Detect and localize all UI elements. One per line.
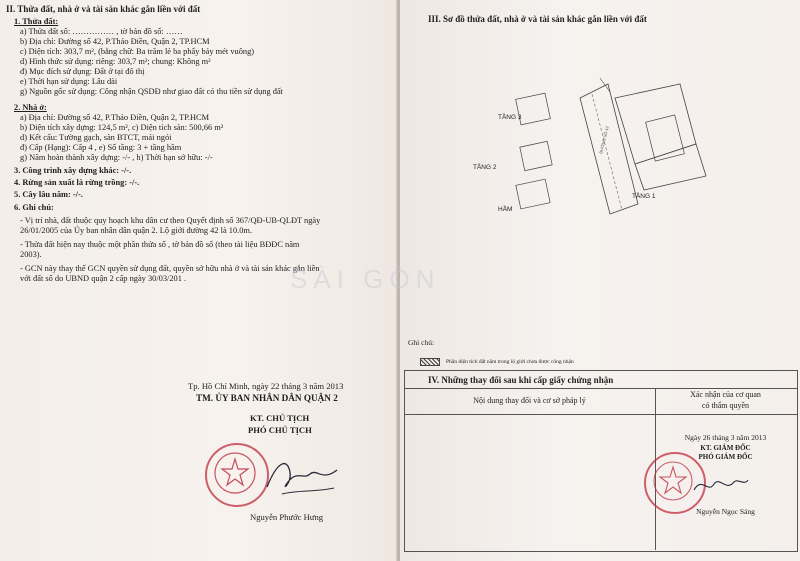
land-heading: 1. Thửa đất: — [14, 17, 59, 26]
house-line: d) Kết cấu: Tường gạch, sàn BTCT, mái ngói — [20, 133, 172, 142]
signer-title-1: KT. CHỦ TỊCH — [250, 413, 310, 423]
table-divider — [404, 414, 798, 415]
land-line: c) Diện tích: 303,7 m², (bằng chữ: Ba trăm lẻ ba phẩy bảy mét vuông) — [20, 47, 255, 56]
signer-title-2: PHÓ CHỦ TỊCH — [248, 425, 312, 435]
note-line: - Vị trí nhà, đất thuộc quy hoạch khu dân cư theo Quyết định số 367/QĐ-UB-QLĐT ngày — [20, 216, 321, 225]
column-header-content: Nội dung thay đổi và cơ sở pháp lý — [473, 396, 586, 405]
house-line: a) Địa chỉ: Đường số 42, P.Thảo Điền, Quận 2, TP.HCM — [20, 113, 210, 122]
land-line: đ) Mục đích sử dụng: Đất ở tại đô thị — [20, 67, 145, 76]
land-line: b) Địa chỉ: Đường số 42, P.Thảo Điền, Quận 2, TP.HCM — [20, 37, 210, 46]
land-line: a) Thửa đất số: …………… , tờ bản đồ số: …… — [20, 27, 183, 36]
note-line: với đất số do UBND quận 2 cấp ngày 30/03/201 . — [20, 274, 187, 283]
table-divider — [404, 388, 798, 389]
land-line: d) Hình thức sử dụng: riêng: 303,7 m²; chung: Không m² — [20, 57, 211, 66]
signature-icon — [262, 452, 342, 502]
hatch-legend-icon — [420, 358, 440, 366]
floor-label: TẦNG 2 — [473, 164, 497, 171]
land-line: g) Nguồn gốc sử dụng: Công nhận QSDĐ như giao đất có thu tiền sử dụng đất — [20, 87, 283, 96]
diagram-notes-label: Ghi chú: — [408, 338, 435, 347]
column-header-confirmation: có thẩm quyền — [701, 401, 750, 410]
section-4-title: IV. Những thay đổi sau khi cấp giấy chứng nhận — [428, 375, 614, 385]
note-line: - Thửa đất hiện nay thuộc một phần thửa số , tờ bản đồ số (theo tài liệu BĐĐC năm — [20, 240, 300, 249]
production-forest: 4. Rừng sản xuất là rừng trồng: -/-. — [14, 178, 140, 187]
house-line: đ) Cấp (Hạng): Cấp 4 , e) Số tầng: 3 + tầng hầm — [20, 143, 182, 152]
floor-label: HẦM — [498, 206, 513, 213]
right-page — [290, 0, 800, 561]
confirmation-signer: Nguyễn Ngọc Sáng — [696, 507, 755, 516]
confirmation-title-2: PHÓ GIÁM ĐỐC — [698, 453, 753, 461]
floor-label: TẦNG 1 — [632, 193, 656, 200]
confirmation-title-1: KT. GIÁM ĐỐC — [700, 444, 751, 452]
house-heading: 2. Nhà ở: — [14, 103, 47, 112]
section-3-title: III. Sơ đồ thửa đất, nhà ở và tài sản khác gắn liền với đất — [428, 14, 647, 24]
perennial-trees: 5. Cây lâu năm: -/-. — [14, 190, 83, 199]
issue-date: Tp. Hồ Chí Minh, ngày 22 tháng 3 năm 2013 — [188, 381, 344, 391]
land-line: e) Thời hạn sử dụng: Lâu dài — [20, 77, 118, 86]
floor-label: TẦNG 3 — [498, 114, 522, 121]
notes-heading: 6. Ghi chú: — [14, 203, 54, 212]
confirmation-date: Ngày 26 tháng 3 năm 2013 — [684, 433, 767, 442]
signer-name: Nguyễn Phước Hưng — [250, 512, 324, 522]
official-seal-icon — [205, 443, 269, 507]
road-label: ĐƯỜNG SỐ 42 — [598, 125, 610, 155]
site-plan-diagram — [460, 78, 720, 218]
confirmation-signature-icon — [690, 470, 750, 500]
issuing-authority: TM. ỦY BAN NHÂN DÂN QUẬN 2 — [196, 393, 338, 403]
note-line: 26/01/2005 của Ủy ban nhân dân quận 2. Lộ giới đường 42 là 10.0m. — [20, 226, 253, 235]
watermark: SÀI GÒN — [290, 264, 441, 294]
note-line: 2003). — [20, 250, 42, 259]
legend-text: Phần diện tích đất nằm trong lộ giới chưa được công nhận — [446, 359, 574, 365]
column-header-confirmation: Xác nhận của cơ quan — [690, 390, 761, 399]
note-line: - GCN này thay thế GCN quyền sử dụng đất, quyền sở hữu nhà ở và tài sản khác gắn liền — [20, 264, 320, 273]
other-works: 3. Công trình xây dựng khác: -/-. — [14, 166, 132, 175]
house-line: g) Năm hoàn thành xây dựng: -/- , h) Thời hạn sở hữu: -/- — [20, 153, 213, 162]
section-2-title: II. Thửa đất, nhà ở và tài sản khác gắn liền với đất — [6, 4, 201, 14]
house-line: b) Diện tích xây dựng: 124,5 m², c) Diện tích sàn: 500,66 m² — [20, 123, 224, 132]
